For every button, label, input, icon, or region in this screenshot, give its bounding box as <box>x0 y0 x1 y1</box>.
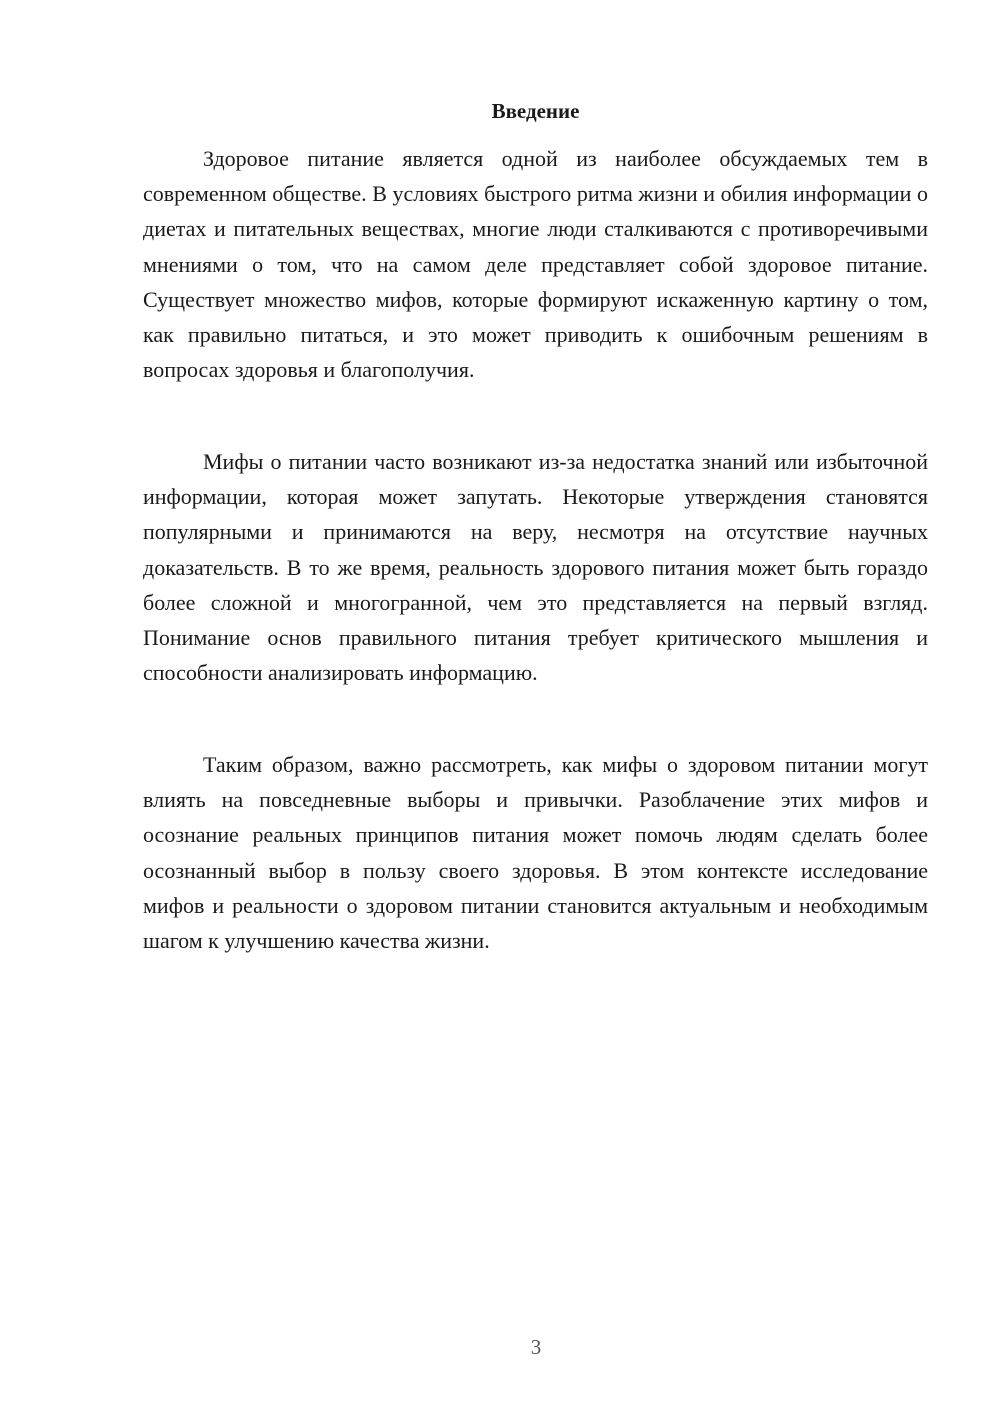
paragraph-1: Здоровое питание является одной из наиболее обсуждаемых тем в современном обществе. В условиях быстрого ритма жизни и обилия информации о диетах и питательных веществах, многие люди сталкиваются с противоречивыми мнениями о том, что на самом деле представляет собой здоровое питание. Существует множество мифов, которые формируют искаженную картину о том, как правильно питаться, и это может приводить к ошибочным решениям в вопросах здоровья и благополучия. <box>143 146 928 383</box>
section-heading: Введение <box>491 99 580 123</box>
paragraph-3: Таким образом, важно рассмотреть, как мифы о здоровом питании могут влиять на повседневные выборы и привычки. Разоблачение этих мифов и осознание реальных принципов питания может помочь людям сделать более осознанный выбор в пользу своего здоровья. В этом контексте исследование мифов и реальности о здоровом питании становится актуальным и необходимым шагом к улучшению качества жизни. <box>143 752 928 954</box>
paragraph-2: Мифы о питании часто возникают из-за недостатка знаний или избыточной информации, которая может запутать. Некоторые утверждения становятся популярными и принимаются на веру, несмотря на отсутствие научных доказательств. В то же время, реальность здорового питания может быть гораздо более сложной и многогранной, чем это представляется на первый взгляд. Понимание основ правильного питания требует критического мышления и способности анализировать информацию. <box>143 449 928 686</box>
page-number: 3 <box>530 1335 542 1359</box>
